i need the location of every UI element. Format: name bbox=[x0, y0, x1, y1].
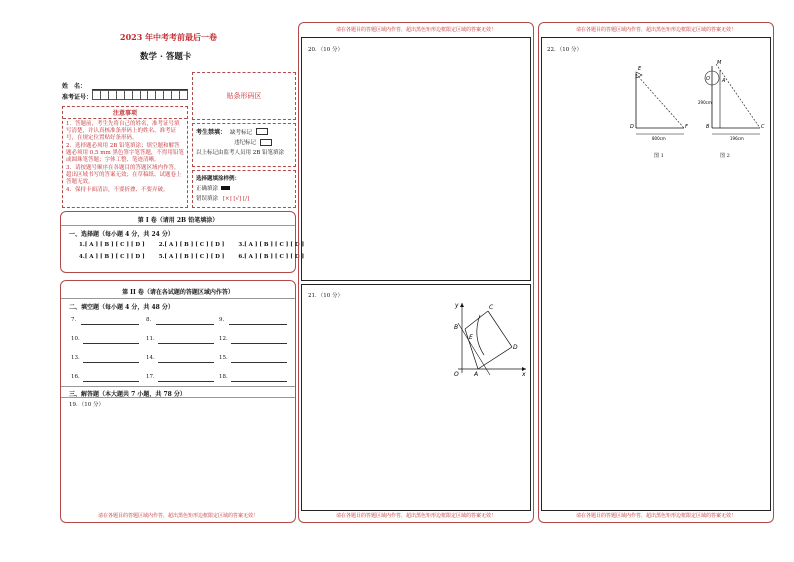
blank-line[interactable] bbox=[81, 324, 139, 325]
figure-label: O bbox=[454, 371, 459, 377]
figure-label: A bbox=[474, 371, 479, 377]
mcq-item[interactable]: 6.[ A ] [ B ] [ C ] [ D ] bbox=[238, 254, 305, 260]
figure-caption: 图 1 bbox=[654, 153, 664, 159]
notice-item: 4．保持卡面清洁，不要折叠、不要弄破。 bbox=[66, 187, 169, 193]
absent-label: 缺考标记 bbox=[230, 129, 253, 136]
blank-label: 16. bbox=[71, 374, 80, 380]
name-label: 姓 名： bbox=[62, 83, 87, 90]
blank-label: 11. bbox=[146, 336, 155, 342]
exam-marks-box bbox=[192, 123, 296, 167]
q21-label: 21．（10 分） bbox=[308, 293, 343, 299]
blank-label: 15. bbox=[219, 355, 228, 361]
blank-line[interactable] bbox=[231, 362, 287, 363]
mcq-item[interactable]: 4.[ A ] [ B ] [ C ] [ D ] bbox=[79, 254, 145, 260]
exam-marks-note: 以上标记由监考人员用 2B 铅笔填涂 bbox=[196, 150, 285, 156]
blank-line[interactable] bbox=[158, 381, 214, 382]
wrong-fill-label: 错误填涂 bbox=[196, 196, 219, 202]
blank-label: 9. bbox=[219, 317, 225, 323]
correct-fill-label: 正确填涂 bbox=[196, 186, 219, 192]
blank-line[interactable] bbox=[156, 324, 214, 325]
exam-id-boxes[interactable] bbox=[92, 90, 188, 100]
figure-label: 800cm bbox=[652, 136, 666, 141]
notice-item: 2．选择题必须用 2B 铅笔填涂；填空题和解答题必须用 0.5 mm 黑色签字笔答题，不得用铅笔或圆珠笔答题；字体工整、笔迹清晰。 bbox=[66, 143, 184, 163]
warning-text: 请在各题目的答题区域内作答，超出黑色矩形边框限定区域的答案无效！ bbox=[97, 513, 258, 519]
violation-label: 违纪标记 bbox=[234, 140, 257, 146]
q21-figure bbox=[450, 301, 530, 377]
blank-line[interactable] bbox=[158, 343, 214, 344]
figure-label: y bbox=[455, 302, 459, 309]
blank-label: 10. bbox=[71, 336, 80, 342]
figure-label: D bbox=[630, 124, 634, 130]
blank-label: 17. bbox=[146, 374, 155, 380]
blank-label: 7. bbox=[71, 317, 77, 323]
figure-label: D bbox=[513, 344, 518, 351]
blank-line[interactable] bbox=[231, 343, 287, 344]
exam-title: 2023 年中考考前最后一卷 bbox=[120, 32, 218, 42]
figure-label: 290cm bbox=[698, 100, 712, 105]
figure-label: x bbox=[522, 371, 526, 377]
blank-line[interactable] bbox=[231, 381, 287, 382]
blank-line[interactable] bbox=[229, 324, 287, 325]
blank-label: 18. bbox=[219, 374, 228, 380]
correct-fill-sample bbox=[221, 186, 230, 190]
q20-label: 20．（10 分） bbox=[308, 47, 343, 53]
blank-line[interactable] bbox=[83, 343, 139, 344]
figure-caption: 图 2 bbox=[720, 153, 730, 159]
mcq-item[interactable]: 5.[ A ] [ B ] [ C ] [ D ] bbox=[158, 254, 225, 260]
notice-item: 1．答题前，考生先将自己的姓名，准考证号填写清楚，并认真核准条形码上的姓名、准考证号，在规定位置贴好条形码。 bbox=[66, 121, 180, 141]
absent-box[interactable] bbox=[256, 128, 268, 135]
notice-box bbox=[62, 106, 188, 208]
notice-item: 3．请按题号顺序在各题目的答题区域内作答，超出区域书写的答案无效；在草稿纸、试题卷上答题无效。 bbox=[66, 165, 182, 185]
figure-label: M bbox=[717, 60, 722, 66]
figure-label: E bbox=[469, 334, 473, 341]
barcode-area bbox=[192, 72, 296, 120]
violation-box[interactable] bbox=[260, 139, 272, 146]
mcq-row[interactable] bbox=[79, 254, 304, 260]
barcode-label: 贴条形码区 bbox=[226, 92, 262, 100]
part1-panel bbox=[60, 211, 305, 273]
figure-label: E bbox=[638, 66, 642, 72]
blank-label: 12. bbox=[219, 336, 228, 342]
figure-label: C bbox=[489, 304, 494, 311]
q22-figure-2 bbox=[698, 58, 766, 150]
q19-label: 19．（10 分） bbox=[69, 402, 104, 408]
blank-line[interactable] bbox=[158, 362, 214, 363]
warning-text: 请在各题目的答题区域内作答，超出黑色矩形边框限定区域的答案无效！ bbox=[575, 27, 736, 33]
middle-panel bbox=[298, 22, 534, 523]
fill-example-title: 选择题填涂样例： bbox=[196, 176, 241, 182]
q22-figure-1 bbox=[630, 62, 692, 150]
figure-label: A bbox=[722, 78, 726, 84]
blank-label: 8. bbox=[146, 317, 152, 323]
figure-label: B bbox=[706, 124, 710, 130]
id-label: 准考证号： bbox=[62, 94, 93, 101]
mcq-item[interactable]: 1.[ A ] [ B ] [ C ] [ D ] bbox=[79, 242, 145, 248]
mcq-section-title: 一、选择题（每小题 4 分，共 24 分） bbox=[69, 231, 174, 238]
q22-label: 22．（10 分） bbox=[547, 47, 582, 53]
figure-label: B bbox=[454, 324, 459, 331]
mcq-row[interactable] bbox=[79, 242, 304, 248]
warning-text: 请在各题目的答题区域内作答，超出黑色矩形边框限定区域的答案无效！ bbox=[335, 27, 496, 33]
blank-label: 13. bbox=[71, 355, 80, 361]
figure-label: 196cm bbox=[730, 136, 744, 141]
blank-line[interactable] bbox=[83, 381, 139, 382]
blank-line[interactable] bbox=[83, 362, 139, 363]
notice-title: 注意事项 bbox=[63, 107, 187, 119]
q20-box[interactable] bbox=[301, 37, 531, 281]
fill-example-box bbox=[192, 170, 296, 208]
blank-label: 14. bbox=[146, 355, 155, 361]
q21-box[interactable] bbox=[301, 284, 531, 511]
q22-box[interactable] bbox=[541, 37, 771, 511]
wrong-fill-marks: [×] [√] [/] bbox=[222, 196, 250, 202]
part2-panel bbox=[60, 280, 296, 523]
right-panel bbox=[538, 22, 774, 523]
solve-section-title: 三、解答题（本大题共 7 小题，共 78 分） bbox=[69, 391, 186, 398]
exam-subtitle: 数学 · 答题卡 bbox=[140, 52, 192, 62]
exam-marks-label: 考生禁填： bbox=[196, 129, 227, 136]
mcq-item[interactable]: 2.[ A ] [ B ] [ C ] [ D ] bbox=[158, 242, 225, 248]
warning-text: 请在各题目的答题区域内作答，超出黑色矩形边框限定区域的答案无效！ bbox=[575, 513, 736, 519]
mcq-item[interactable]: 3.[ A ] [ B ] [ C ] [ D ] bbox=[238, 242, 305, 248]
figure-label: F bbox=[685, 124, 688, 130]
warning-text: 请在各题目的答题区域内作答，超出黑色矩形边框限定区域的答案无效！ bbox=[335, 513, 496, 519]
figure-label: C bbox=[761, 124, 765, 130]
part2-title: 第 II 卷（请在各试题的答题区域内作答） bbox=[122, 289, 234, 296]
fill-section-title: 二、填空题（每小题 4 分，共 48 分） bbox=[69, 304, 174, 311]
part1-title: 第 I 卷（请用 2B 铅笔填涂） bbox=[137, 217, 219, 224]
q19-answer-area[interactable] bbox=[63, 409, 293, 508]
figure-label: O bbox=[706, 76, 710, 82]
